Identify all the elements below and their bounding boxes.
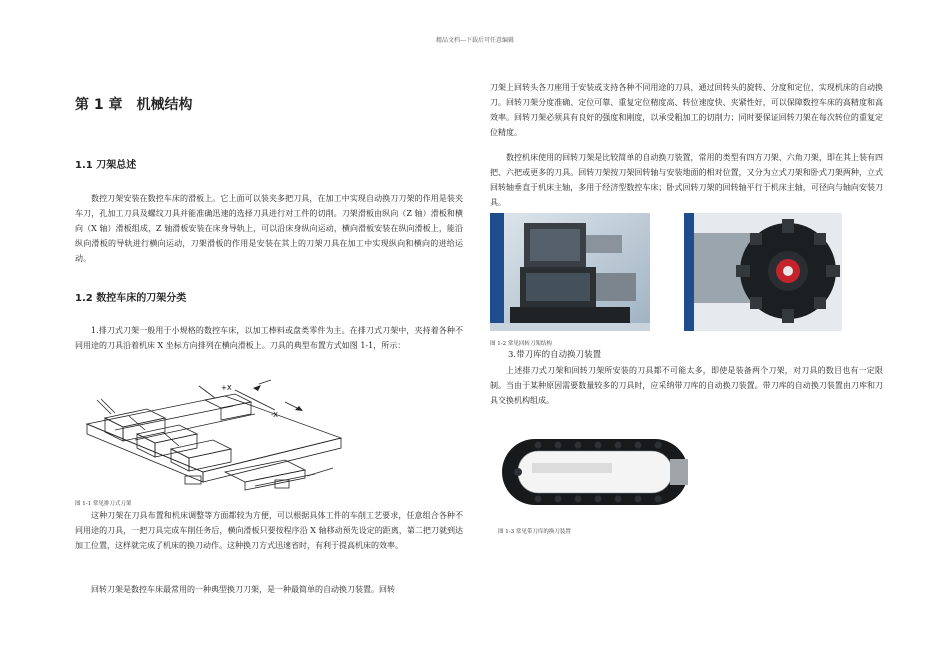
right-paragraph-3: 上述排刀式刀架和回转刀架所安装的刀具都不可能太多，即使是装备两个刀架，对刀具的数目也有一定限制。当由于某种原因需要数量较多的刀具时，应采纳带刀库的自动换刀装置。带刀库的自动换刀装置由刀库和刀具交换机构组成。 xyxy=(490,366,883,405)
gang-tool-post-figure xyxy=(75,376,355,501)
turret-photo-right xyxy=(684,213,842,331)
chapter-title: 第 1 章 机械结构 xyxy=(75,97,193,113)
turret-photo-left xyxy=(490,213,650,331)
tool-magazine-figure xyxy=(498,433,698,511)
right-paragraph-2: 数控机床使用的回转刀架是比较简单的自动换刀装置，常用的类型有四方刀架、六角刀架，即在其上装有四把、六把或更多的刀具。回转刀架按刀架回转轴与安装地面的相对位置，又分为立式刀架和卧式刀架两种，立式回转轴垂直于机床主轴，多用于经济型数控车床；卧式回转刀架的回转轴平行于机床主轴，可径向与轴向安装刀具。 xyxy=(490,153,883,207)
subsection-3-title: 3.带刀库的自动换刀装置 xyxy=(508,350,602,360)
section-1-1-paragraph: 数控刀架安装在数控车床的滑板上。它上面可以装夹多把刀具，在加工中实现自动换刀刀架的作用是装夹车刀，孔加工刀具及螺纹刀具并能准确迅速的选择刀具进行对工件的切削。刀架滑板由纵向（Z 轴）滑板和横向（X 轴）滑板组成，Z 轴滑板安装在床身导轨上，可以沿床身纵向运动，横向滑板安装在纵向滑板上，能沿纵向滑板的导轨进行横向运动，刀架滑板的作用是安装在其上的刀架刀具在加工中实现纵向和横向的进给运动。 xyxy=(75,194,463,263)
right-paragraph-1: 刀架上回转头各刀座用于安装或支持各种不同用途的刀具，通过回转头的旋转、分度和定位，实现机床的自动换刀。回转刀架分度准确、定位可靠、重复定位精度高、转位速度快、夹紧性好，可以保障数控车床的高精度和高效率。回转刀架必须具有良好的强度和刚度，以承受粗加工的切削力；同时要保证回转刀架在每次转位的重复定位精度。 xyxy=(490,83,883,137)
page-header: 精品文档---下载后可任意编辑 xyxy=(435,37,515,44)
section-1-1-title: 1.1 刀架总述 xyxy=(75,160,137,171)
minus-x-label: -X xyxy=(271,411,278,419)
figure-1-3-caption: 图 1-3 常见带刀库的换刀装置 xyxy=(498,529,571,535)
figure-1-2-caption: 图 1-2 常见回转刀架结构 xyxy=(490,341,552,347)
section-1-2-paragraph-3: 回转刀架是数控车床最常用的一种典型换刀刀架，是一种最简单的自动换刀装置。回转 xyxy=(91,585,395,594)
section-1-2-title: 1.2 数控车床的刀架分类 xyxy=(75,293,187,304)
figure-1-1-caption: 图 1-1 常见排刀式刀架 xyxy=(75,501,132,507)
section-1-2-paragraph-1: 1.排刀式刀架一般用于小规格的数控车床，以加工棒料或盘类零件为主。在排刀式刀架中，夹持着各种不同用途的刀具沿着机床 X 坐标方向排列在横向滑板上。刀具的典型布置方式如图 1-1，所示： xyxy=(75,326,463,350)
section-1-2-paragraph-2: 这种刀架在刀具布置和机床调整等方面都较为方便，可以根据具体工件的车削工艺要求，任意组合各种不同用途的刀具，一把刀具完成车削任务后，横向滑板只要按程序沿 X 轴移动预先设定的距离，第二把刀就到达加工位置，这样就完成了机床的换刀动作。这种换刀方式迅速省时，有利于提高机床的效率。 xyxy=(75,511,463,550)
plus-x-label: +X xyxy=(221,384,232,392)
